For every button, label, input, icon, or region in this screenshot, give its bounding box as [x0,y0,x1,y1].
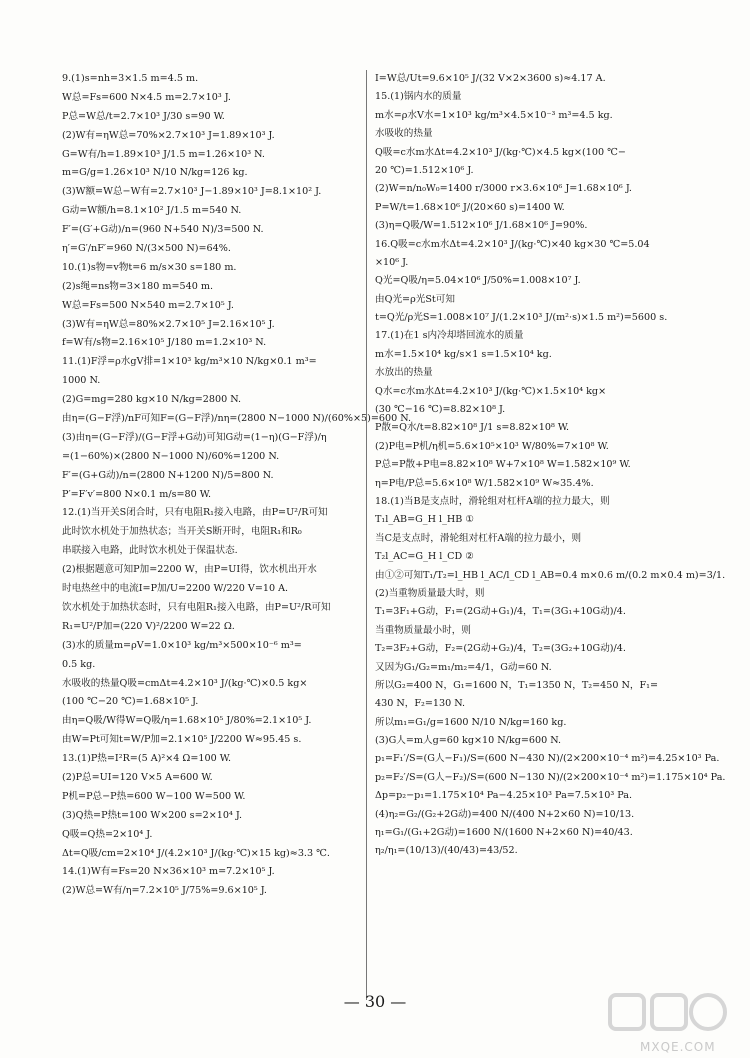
left-text-line: 串联接入电路，此时饮水机处于保温状态. [62,545,238,557]
right-text-line: 又因为G₁/G₂=m₁/m₂=4/1，G动=60 N. [375,661,552,673]
left-text-line: η′=G′/nF′=960 N/(3×500 N)=64%. [62,243,231,255]
right-text-line: T₁=3F₁+G动，F₁=(2G动+G₁)/4，T₁=(3G₁+10G动)/4. [375,606,626,618]
right-text-line: m水=ρ水V水=1×10³ kg/m³×4.5×10⁻³ m³=4.5 kg. [375,109,613,121]
right-text-line: I=W总/Ut=9.6×10⁵ J/(32 V×2×3600 s)≈4.17 A. [375,73,606,84]
column-divider [366,70,367,1000]
right-text-line: 430 N，F₂=130 N. [375,698,466,710]
left-text-line: 10.(1)s物=v物t=6 m/s×30 s=180 m. [62,261,237,273]
right-text-line: 当重物质量最小时，则 [375,624,471,636]
left-text-line: Q吸=Q热=2×10⁴ J. [62,828,153,840]
right-text-line: η₂/η₁=(10/13)/(40/43)=43/52. [375,845,518,857]
right-text-line: 所以m₁=G₁/g=1600 N/10 N/kg=160 kg. [375,716,567,728]
left-text-line: (3)水的质量m=ρV=1.0×10³ kg/m³×500×10⁻⁶ m³= [62,639,302,651]
right-text-line: 所以G₂=400 N，G₁=1600 N，T₁=1350 N，T₂=450 N，F₁= [375,679,658,691]
right-text-line: Q吸=c水m水Δt=4.2×10³ J/(kg·℃)×4.5 kg×(100 ℃− [375,146,626,158]
left-text-line: 水吸收的热量Q吸=cmΔt=4.2×10³ J/(kg·℃)×0.5 kg× [62,677,308,689]
right-text-line: 水吸收的热量 [375,128,433,140]
right-text-line: 15.(1)锅内水的质量 [375,91,462,103]
right-text-line: ×10⁶ J. [375,256,409,268]
right-text-line: (4)η₂=G₂/(G₂+2G动)=400 N/(400 N+2×60 N)=10/13. [375,808,635,820]
right-text-line: (30 ℃−16 ℃)=8.82×10⁸ J. [375,404,506,416]
right-text-line: 20 ℃)=1.512×10⁶ J. [375,164,474,176]
right-text-line: Q光=Q吸/η=5.04×10⁶ J/50%=1.008×10⁷ J. [375,275,581,287]
left-text-line: 由η=Q吸/W得W=Q吸/η=1.68×10⁵ J/80%=2.1×10⁵ J. [62,715,312,727]
left-text-line: (2)W有=ηW总=70%×2.7×10³ J=1.89×10³ J. [62,129,275,141]
left-text-line: m=G/g=1.26×10³ N/10 N/kg=126 kg. [62,167,248,179]
right-text-line: P总=P散+P电=8.82×10⁸ W+7×10⁸ W=1.582×10⁹ W. [375,459,631,471]
left-text-line: =(1−60%)×(2800 N−1000 N)/60%=1200 N. [62,450,280,462]
left-text-line: G动=W额/h=8.1×10² J/1.5 m=540 N. [62,205,242,217]
left-text-line: (3)Q热=P热t=100 W×200 s=2×10⁴ J. [62,809,243,821]
right-text-line: t=Q光/ρ光S=1.008×10⁷ J/(1.2×10³ J/(m²·s)×1.5 m²)=5600 s. [375,312,668,324]
right-text-line: m水=1.5×10⁴ kg/s×1 s=1.5×10⁴ kg. [375,348,552,360]
left-text-line: f=W有/s物=2.16×10⁵ J/180 m=1.2×10³ N. [62,337,267,349]
left-text-line: P机=P总−P热=600 W−100 W=500 W. [62,790,246,802]
right-text-line: Δp=p₂−p₁=1.175×10⁴ Pa−4.25×10³ Pa=7.5×10³ Pa. [375,790,633,802]
left-text-line: 此时饮水机处于加热状态；当开关S断开时，电阻R₁和R₀ [62,526,302,538]
right-text-line: (2)P电=P机/η机=5.6×10⁵×10³ W/80%=7×10⁸ W. [375,440,609,452]
left-text-line: 饮水机处于加热状态时，只有电阻R₁接入电路，由P=U²/R可知 [62,601,331,613]
right-text-line: p₂=F₂′/S=(G人−F₂)/S=(600 N−130 N)/(2×200×10⁻⁴ m²)=1.175×10⁴ Pa. [375,771,726,783]
left-text-line: (2)P总=UI=120 V×5 A=600 W. [62,771,213,783]
right-text-line: 水放出的热量 [375,367,433,379]
right-text-line: 当C是支点时，滑轮组对杠杆A端的拉力最小，则 [375,532,582,544]
right-text-line: (2)当重物质量最大时，则 [375,587,485,599]
left-text-line: 1000 N. [62,375,101,387]
left-text-line: G=W有/h=1.89×10³ J/1.5 m=1.26×10³ N. [62,148,265,160]
right-text-line: T₂=3F₂+G动，F₂=(2G动+G₂)/4，T₂=(3G₂+10G动)/4. [375,643,626,655]
right-text-line: η=P电/P总=5.6×10⁸ W/1.582×10⁹ W≈35.4%. [375,477,594,489]
left-text-line: W总=Fs=500 N×540 m=2.7×10⁵ J. [62,299,234,311]
left-text-line: (2)W总=W有/η=7.2×10⁵ J/75%=9.6×10⁵ J. [62,885,267,897]
right-text-line: T₂l_AC=G_H l_CD ② [375,551,474,563]
left-text-line: (2)G=mg=280 kg×10 N/kg=2800 N. [62,394,242,406]
left-text-line: (3)W额=W总−W有=2.7×10³ J−1.89×10³ J=8.1×10² J. [62,186,322,198]
left-text-line: 0.5 kg. [62,658,96,670]
right-text-line: (3)G人=m人g=60 kg×10 N/kg=600 N. [375,735,562,747]
right-text-line: 由①②可知T₁/T₂=l_HB l_AC/l_CD l_AB=0.4 m×0.6 m/(0.2 m×0.4 m)=3/1. [375,569,726,581]
left-text-line: P总=W总/t=2.7×10³ J/30 s=90 W. [62,110,225,122]
left-text-line: (3)W有=ηW总=80%×2.7×10⁵ J=2.16×10⁵ J. [62,318,275,330]
right-text-line: η₁=G₁/(G₁+2G动)=1600 N/(1600 N+2×60 N)=40/43. [375,827,633,839]
right-text-line: P散=Q水/t=8.82×10⁸ J/1 s=8.82×10⁸ W. [375,422,570,434]
left-text-line: 9.(1)s=nh=3×1.5 m=4.5 m. [62,73,199,84]
page-number: — 30 — [343,992,407,1011]
right-text-line: 18.(1)当B是支点时，滑轮组对杠杆A端的拉力最大，则 [375,495,610,507]
left-text-line: (3)由η=(G−F浮)/(G−F浮+G动)可知G动=(1−η)(G−F浮)/η [62,431,327,443]
left-text-line: 14.(1)W有=Fs=20 N×36×10³ m=7.2×10⁵ J. [62,866,275,878]
left-text-line: (2)根据题意可知P加=2200 W，由P=UI得，饮水机出开水 [62,564,317,576]
watermark-text: MXQE.COM [640,1040,716,1054]
left-text-line: F′=(G+G动)/n=(2800 N+1200 N)/5=800 N. [62,469,274,481]
left-text-line: (2)s绳=ns物=3×180 m=540 m. [62,280,214,292]
left-text-line: 时电热丝中的电流I=P加/U=2200 W/220 V=10 A. [62,583,289,595]
left-text-line: W总=Fs=600 N×4.5 m=2.7×10³ J. [62,91,231,103]
left-text-line: (100 ℃−20 ℃)=1.68×10⁵ J. [62,696,199,708]
right-text-line: p₁=F₁′/S=(G人−F₁)/S=(600 N−430 N)/(2×200×10⁻⁴ m²)=4.25×10³ Pa. [375,753,720,765]
right-text-line: P=W/t=1.68×10⁶ J/(20×60 s)=1400 W. [375,201,565,213]
right-text-line: (2)W=n/n₀W₀=1400 r/3000 r×3.6×10⁶ J=1.68×10⁶ J. [375,183,632,195]
left-text-line: R₁=U²/P加=(220 V)²/2200 W=22 Ω. [62,620,235,632]
left-text-line: 由η=(G−F浮)/nF可知F=(G−F浮)/nη=(2800 N−1000 N)/(60%×5)=600 N. [62,413,412,425]
left-text-line: 11.(1)F浮=ρ水gV排=1×10³ kg/m³×10 N/kg×0.1 m³= [62,356,317,368]
left-text-line: 由W=Pt可知t=W/P加=2.1×10⁵ J/2200 W≈95.45 s. [62,734,302,746]
left-text-line: F′=(G′+G动)/n=(960 N+540 N)/3=500 N. [62,224,264,236]
left-text-line: 12.(1)当开关S闭合时，只有电阻R₁接入电路，由P=U²/R可知 [62,507,328,519]
left-text-line: P′=F′v′=800 N×0.1 m/s=80 W. [62,488,212,500]
right-column [375,70,726,861]
left-text-line: 13.(1)P热=I²R=(5 A)²×4 Ω=100 W. [62,753,232,765]
right-text-line: (3)η=Q吸/W=1.512×10⁶ J/1.68×10⁶ J=90%. [375,220,588,232]
right-text-line: 17.(1)在1 s内冷却塔回流水的质量 [375,330,524,342]
right-text-line: 16.Q吸=c水m水Δt=4.2×10³ J/(kg·℃)×40 kg×30 ℃=5.04 [375,238,650,250]
right-text-line: T₁l_AB=G_H l_HB ① [375,514,474,526]
left-text-line: Δt=Q吸/cm=2×10⁴ J/(4.2×10³ J/(kg·℃)×15 kg)≈3.3 ℃. [62,847,330,859]
right-text-line: Q水=c水m水Δt=4.2×10³ J/(kg·℃)×1.5×10⁴ kg× [375,385,607,397]
right-text-line: 由Q光=ρ光St可知 [375,293,455,305]
